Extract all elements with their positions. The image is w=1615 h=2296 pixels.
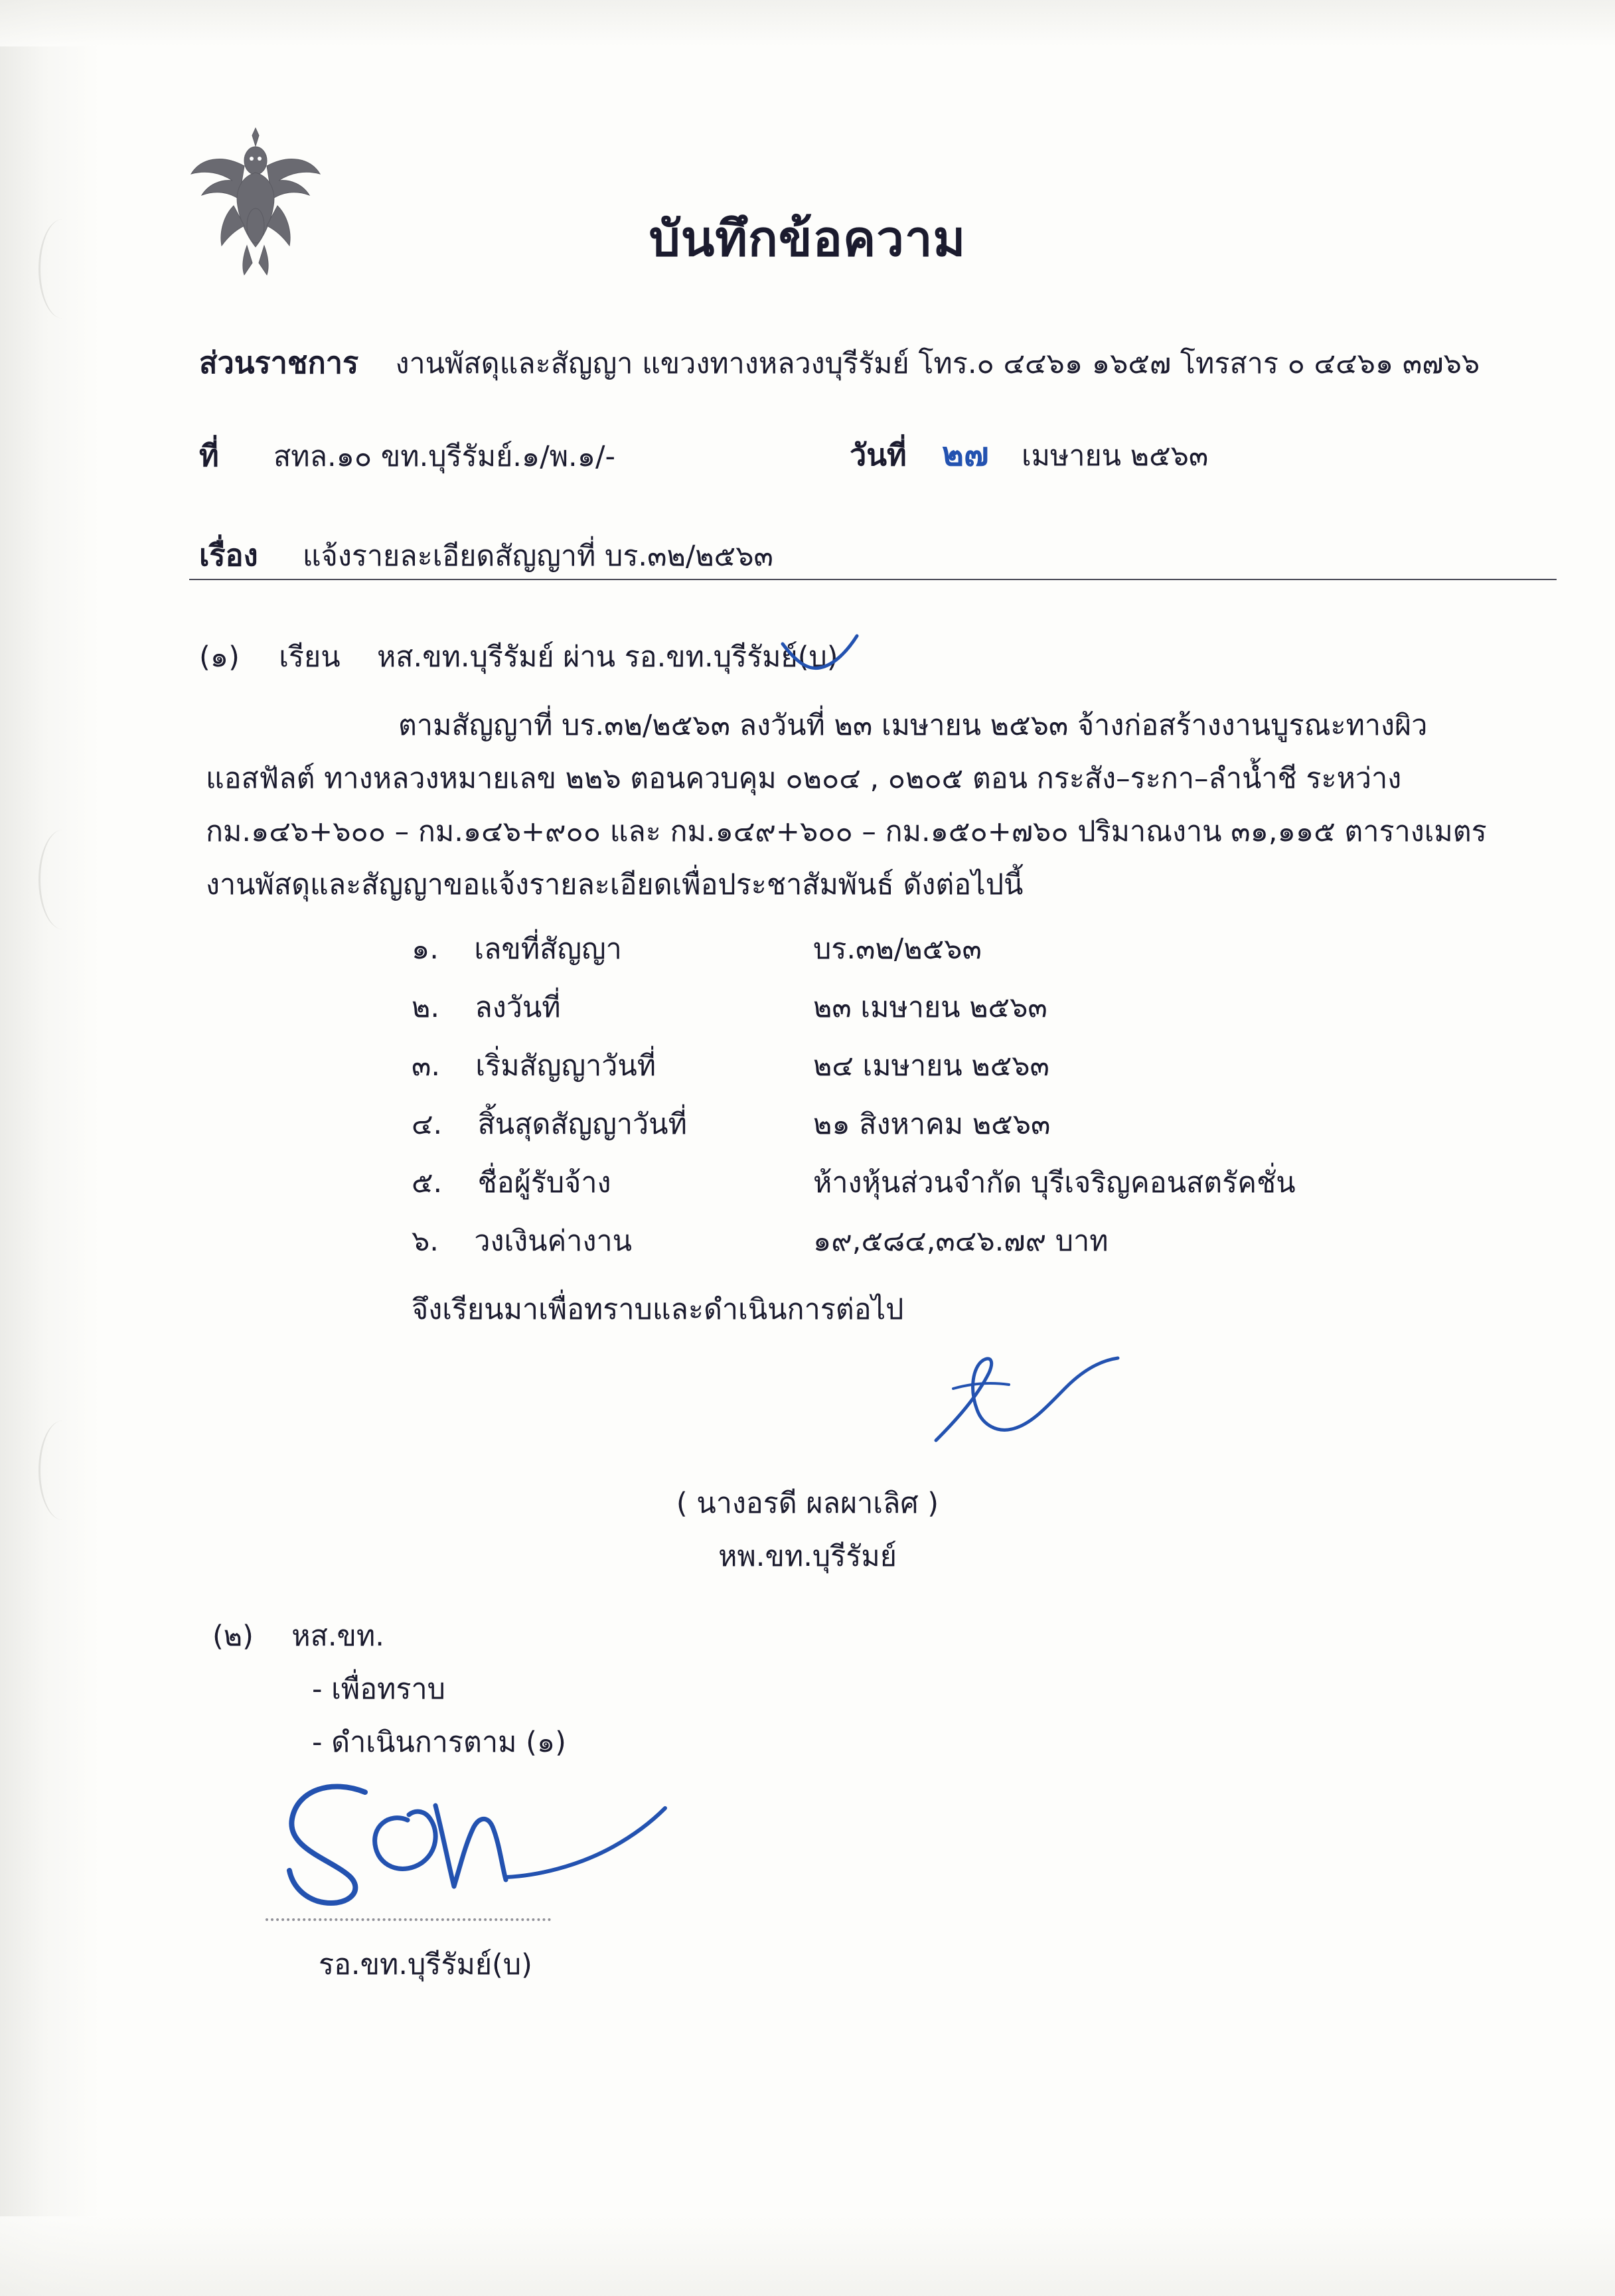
section1-number: (๑) (199, 641, 240, 674)
section1-paragraph-line-2: แอสฟัลต์ ทางหลวงหมายเลข ๒๒๖ ตอนควบคุม ๐๒๐๔ , ๐๒๐๕ ตอน กระสัง–ระกา–ลำน้ำชี ระหว่าง (206, 762, 1402, 795)
section1-paragraph-line-1: ตามสัญญาที่ บร.๓๒/๒๕๖๓ ลงวันที่ ๒๓ เมษายน ๒๕๖๓ จ้างก่อสร้างงานบูรณะทางผิว (398, 709, 1428, 742)
list-item-value: ๒๔ เมษายน ๒๕๖๓ (813, 1049, 1049, 1083)
list-item-value: ๒๓ เมษายน ๒๕๖๓ (813, 991, 1047, 1024)
list-item-value: ห้างหุ้นส่วนจำกัด บุรีเจริญคอนสตรัคชั่น (813, 1166, 1296, 1199)
list-item-number: ๑. (412, 933, 439, 966)
subject-value: แจ้งรายละเอียดสัญญาที่ บร.๓๒/๒๕๖๓ (302, 540, 773, 573)
subject-label: เรื่อง (199, 538, 258, 573)
date-label: วันที่ (850, 437, 907, 473)
list-item-label: ลงวันที่ (475, 991, 561, 1024)
signature-dotted-line (266, 1918, 551, 1921)
section1-to-value: หส.ขท.บุรีรัมย์ ผ่าน รอ.ขท.บุรีรัมย์(บ) (376, 641, 838, 674)
list-item-number: ๓. (412, 1049, 441, 1083)
list-item-value: ๑๙,๕๘๔,๓๔๖.๗๙ บาท (813, 1225, 1109, 1258)
section2-signer-position: รอ.ขท.บุรีรัมย์(บ) (319, 1948, 532, 1981)
date-handwritten-value: ๒๗ (942, 435, 989, 473)
list-item-number: ๒. (412, 991, 440, 1024)
date-month-year: เมษายน ๒๕๖๓ (1021, 439, 1209, 473)
list-item-number: ๖. (412, 1225, 439, 1258)
section1-to-label: เรียน (279, 641, 341, 674)
section2-bullet-1: - เพื่อทราบ (312, 1673, 445, 1706)
list-item-label: สิ้นสุดสัญญาวันที่ (477, 1108, 687, 1141)
handwritten-check-mark-icon (780, 631, 860, 677)
list-item-value: บร.๓๒/๒๕๖๓ (813, 933, 982, 966)
section1-signer-name: ( นางอรดี ผลผาเลิศ ) (676, 1487, 939, 1520)
list-item-number: ๕. (412, 1166, 443, 1199)
section2-number: (๒) (212, 1620, 254, 1653)
section1-paragraph-line-4: งานพัสดุและสัญญาขอแจ้งรายละเอียดเพื่อประชาสัมพันธ์ ดังต่อไปนี้ (206, 868, 1024, 901)
section1-closing-text: จึงเรียนมาเพื่อทราบและดำเนินการต่อไป (412, 1293, 904, 1326)
list-item-number: ๔. (412, 1108, 443, 1141)
page-title: บันทึกข้อความ (649, 210, 966, 268)
agency-label: ส่วนราชการ (199, 345, 359, 380)
handwritten-signature-icon (916, 1341, 1128, 1460)
list-item-label: ชื่อผู้รับจ้าง (477, 1166, 611, 1199)
section1-signer-position: หพ.ขท.บุรีรัมย์ (718, 1540, 897, 1573)
list-item-label: เริ่มสัญญาวันที่ (475, 1049, 656, 1083)
list-item-value: ๒๑ สิงหาคม ๒๕๖๓ (813, 1108, 1051, 1141)
section1-paragraph-line-3: กม.๑๔๖+๖๐๐ – กม.๑๔๖+๙๐๐ และ กม.๑๔๙+๖๐๐ – กม.๑๕๐+๗๖๐ ปริมาณงาน ๓๑,๑๑๕ ตารางเมตร (206, 815, 1487, 848)
ref-label: ที่ (199, 438, 219, 473)
ref-value: สทล.๑๐ ขท.บุรีรัมย์.๑/พ.๑/- (273, 440, 616, 473)
list-item-label: เลขที่สัญญา (474, 933, 622, 966)
agency-value: งานพัสดุและสัญญา แขวงทางหลวงบุรีรัมย์ โทร.๐ ๔๔๖๑ ๑๖๕๗ โทรสาร ๐ ๔๔๖๑ ๓๗๖๖ (395, 347, 1480, 380)
handwritten-signature-icon (266, 1766, 770, 1938)
section2-bullet-2: - ดำเนินการตาม (๑) (312, 1726, 566, 1759)
list-item-label: วงเงินค่างาน (474, 1225, 632, 1258)
section2-to-value: หส.ขท. (291, 1620, 384, 1653)
subject-divider-rule (189, 579, 1557, 580)
